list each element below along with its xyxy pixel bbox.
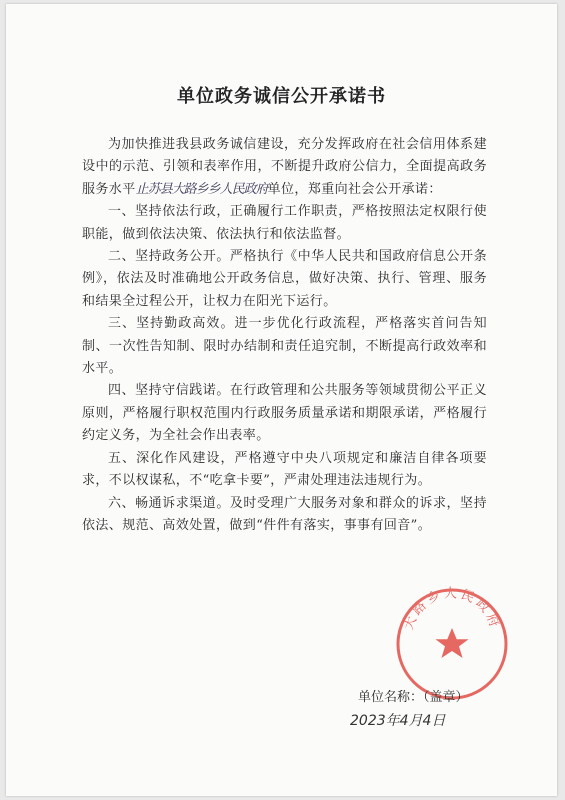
commitment-item-1: 一、坚持依法行政，正确履行工作职责，严格按照法定权限行使职能，做到依法决策、依法执行和依法监督。 [82, 204, 487, 242]
document-body [82, 134, 487, 537]
commitment-item-6: 六、畅通诉求渠道。及时受理广大服务对象和群众的诉求，坚持依法、规范、高效处置，做到“件件有落实，事事有回音”。 [82, 495, 487, 533]
signature-label: 单位名称：（盖章） [358, 690, 469, 705]
document-page [6, 4, 557, 796]
intro-text-2: 单位，郑重向社会公开承诺： [267, 181, 442, 197]
commitment-item-4: 四、坚持守信践诺。在行政管理和公共服务等领域贯彻公平正义原则，严格履行职权范围内行政服务质量承诺和期限承诺，严格履行约定义务，为全社会作出表率。 [82, 383, 487, 444]
seal-text: 大路乡人民政府 [401, 586, 503, 633]
document-title: 单位政务诚信公开承诺书 [177, 86, 386, 107]
seal-star-icon [435, 628, 468, 658]
commitment-item-3: 三、坚持勤政高效。进一步优化行政流程，严格落实首问告知制、一次性告知制、限时办结制和责任追究制，不断提高行政效率和水平。 [82, 316, 487, 377]
signature-date: 2023年4月4日 [350, 713, 446, 729]
intro-paragraph [82, 134, 487, 201]
svg-text:大路乡人民政府 [401, 587, 503, 633]
commitment-item-2: 二、坚持政务公开。严格执行《中华人民共和国政府信息公开条例》，依法及时准确地公开政务信息，做好决策、执行、管理、服务和结果全过程公开，让权力在阳光下运行。 [82, 249, 487, 309]
handwritten-unit-name: 止苏县大路乡乡人民政府 [135, 181, 268, 197]
commitment-item-5: 五、深化作风建设，严格遵守中央八项规定和廉洁自律各项要求，不以权谋私，不“吃拿卡要”，严肃处理违法违规行为。 [82, 450, 487, 489]
intro-text-1: 为加快推进我县政务诚信建设，充分发挥政府在社会信用体系建设中的示范、引领和表率作用，不断提升政府公信力，全面提高政务服务水平 [82, 137, 487, 197]
